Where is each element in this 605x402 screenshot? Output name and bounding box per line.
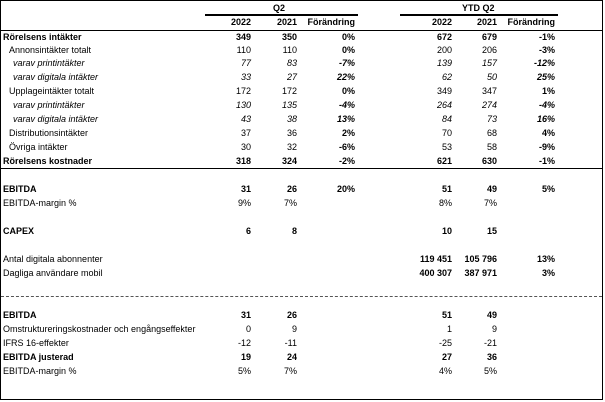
- row-value-q2-2021: 26: [286, 310, 297, 320]
- row-value-q2-change: -7%: [338, 58, 355, 68]
- row-value-q2-2022: 33: [240, 72, 251, 82]
- row-value-q2-2022: 31: [240, 310, 251, 320]
- row-value-q2-2022: 31: [240, 184, 251, 194]
- row-value-q2-2022: 77: [240, 58, 251, 68]
- row-value-ytd-2021: 7%: [483, 198, 497, 208]
- row-value-ytd-2021: 73: [486, 114, 497, 124]
- row-value-ytd-2022: 51: [441, 184, 452, 194]
- row-value-ytd-2022: 264: [436, 100, 452, 110]
- row-label: Omstruktureringskostnader och engångseffekter: [3, 324, 196, 334]
- q2-header-rule: [205, 14, 358, 16]
- ytd-col-2022-header: 2022: [431, 17, 452, 27]
- row-value-ytd-2021: 15: [486, 226, 497, 236]
- row-value-ytd-2021: 49: [486, 184, 497, 194]
- row-value-ytd-change: -12%: [533, 58, 555, 68]
- row-value-ytd-2021: 9: [491, 324, 497, 334]
- costs-rule: [1, 168, 602, 169]
- q2-header: Q2: [273, 3, 286, 13]
- row-value-q2-2021: 83: [286, 58, 297, 68]
- row-value-q2-change: -2%: [338, 156, 355, 166]
- row-value-ytd-2021: 347: [481, 86, 497, 96]
- row-label: Annonsintäkter totalt: [9, 45, 92, 55]
- row-value-ytd-2021: 49: [486, 310, 497, 320]
- row-label: EBITDA justerad: [3, 352, 74, 362]
- row-value-ytd-2021: 58: [486, 142, 497, 152]
- row-value-q2-2021: 172: [281, 86, 297, 96]
- row-value-q2-2022: 30: [240, 142, 251, 152]
- row-label: Dagliga användare mobil: [3, 268, 103, 278]
- row-value-q2-change: 2%: [341, 128, 355, 138]
- row-value-q2-2021: 24: [286, 352, 297, 362]
- row-value-ytd-2022: 400 307: [419, 268, 452, 278]
- row-value-ytd-2022: 70: [441, 128, 452, 138]
- row-label: EBITDA-margin %: [3, 366, 77, 376]
- row-value-q2-2022: 318: [235, 156, 251, 166]
- ytd-header: YTD Q2: [462, 3, 495, 13]
- row-value-q2-2021: 350: [281, 32, 297, 42]
- row-value-ytd-2022: 349: [436, 86, 452, 96]
- row-value-q2-2021: 26: [286, 184, 297, 194]
- header-bottom-rule: [1, 30, 602, 31]
- row-label: Upplageintäkter totalt: [9, 86, 95, 96]
- row-value-q2-2022: 349: [235, 32, 251, 42]
- row-value-ytd-2021: 630: [481, 156, 497, 166]
- row-value-ytd-2022: 10: [441, 226, 452, 236]
- row-value-ytd-2021: 274: [481, 100, 497, 110]
- row-value-ytd-change: -1%: [538, 32, 555, 42]
- row-value-q2-2021: 9: [291, 324, 297, 334]
- row-value-ytd-change: -3%: [538, 45, 555, 55]
- row-value-q2-2021: 27: [286, 72, 297, 82]
- row-value-q2-change: 22%: [336, 72, 355, 82]
- row-value-ytd-2022: 8%: [438, 198, 452, 208]
- row-label: varav printintäkter: [13, 100, 85, 110]
- row-value-q2-2021: 324: [281, 156, 297, 166]
- row-value-ytd-2021: 105 796: [464, 254, 497, 264]
- row-label: varav printintäkter: [13, 58, 85, 68]
- row-value-ytd-change: 1%: [541, 86, 555, 96]
- row-value-q2-2022: 6: [245, 226, 251, 236]
- row-value-ytd-change: 3%: [541, 268, 555, 278]
- row-value-q2-2022: 19: [240, 352, 251, 362]
- row-value-ytd-2021: 68: [486, 128, 497, 138]
- row-value-q2-2021: 38: [286, 114, 297, 124]
- row-value-ytd-2021: 157: [481, 58, 497, 68]
- row-value-ytd-2022: 84: [441, 114, 452, 124]
- row-value-q2-2021: 135: [281, 100, 297, 110]
- row-value-ytd-change: -4%: [538, 100, 555, 110]
- dashed-separator: [1, 296, 602, 297]
- row-value-q2-2021: 8: [291, 226, 297, 236]
- row-value-ytd-2021: 5%: [483, 366, 497, 376]
- row-value-ytd-2022: 27: [441, 352, 452, 362]
- row-label: varav digitala intäkter: [13, 72, 99, 82]
- row-value-ytd-2022: 139: [436, 58, 452, 68]
- row-value-q2-change: -4%: [338, 100, 355, 110]
- row-value-ytd-change: 16%: [536, 114, 555, 124]
- row-value-ytd-2022: 51: [441, 310, 452, 320]
- row-value-q2-2021: -11: [284, 338, 297, 348]
- row-value-q2-2022: 130: [235, 100, 251, 110]
- q2-col-2021-header: 2021: [276, 17, 297, 27]
- row-value-q2-2022: 43: [240, 114, 251, 124]
- row-value-ytd-2021: -21: [483, 338, 497, 348]
- row-value-ytd-2021: 206: [481, 45, 497, 55]
- row-value-q2-change: 20%: [336, 184, 355, 194]
- row-value-ytd-2021: 679: [481, 32, 497, 42]
- row-label: CAPEX: [3, 226, 35, 236]
- row-value-ytd-change: -9%: [538, 142, 555, 152]
- row-value-ytd-change: 4%: [541, 128, 555, 138]
- row-value-q2-2022: 5%: [237, 366, 251, 376]
- row-value-ytd-change: 5%: [541, 184, 555, 194]
- row-value-ytd-2022: 53: [441, 142, 452, 152]
- row-label: Övriga intäkter: [9, 142, 68, 152]
- q2-col-change-header: Förändring: [307, 17, 355, 27]
- row-value-q2-2021: 7%: [283, 198, 297, 208]
- row-value-ytd-2022: 4%: [438, 366, 452, 376]
- row-value-ytd-2021: 387 971: [464, 268, 497, 278]
- q2-col-2022-header: 2022: [230, 17, 251, 27]
- row-label: IFRS 16-effekter: [3, 338, 69, 348]
- row-value-q2-2021: 7%: [283, 366, 297, 376]
- row-value-ytd-2021: 50: [486, 72, 497, 82]
- row-label: varav digitala intäkter: [13, 114, 99, 124]
- row-value-q2-2021: 110: [282, 45, 297, 55]
- row-value-q2-2022: 110: [236, 45, 251, 55]
- row-value-q2-2022: 172: [235, 86, 251, 96]
- row-label: EBITDA: [3, 184, 37, 194]
- row-value-q2-change: 0%: [341, 86, 355, 96]
- row-value-q2-change: -6%: [338, 142, 355, 152]
- row-value-ytd-2021: 36: [486, 352, 497, 362]
- row-value-ytd-2022: 200: [436, 45, 452, 55]
- row-value-ytd-2022: 119 451: [419, 254, 452, 264]
- ytd-col-2021-header: 2021: [476, 17, 497, 27]
- row-value-q2-2021: 32: [286, 142, 297, 152]
- row-value-q2-change: 0%: [341, 32, 355, 42]
- row-value-ytd-change: 13%: [536, 254, 555, 264]
- ytd-header-rule: [400, 14, 558, 16]
- row-label: EBITDA-margin %: [3, 198, 77, 208]
- row-label: Antal digitala abonnenter: [3, 254, 103, 264]
- row-value-q2-2022: -12: [237, 338, 251, 348]
- row-value-q2-2022: 37: [240, 128, 251, 138]
- row-value-ytd-change: -1%: [538, 156, 555, 166]
- row-label: EBITDA: [3, 310, 37, 320]
- row-value-ytd-2022: 672: [436, 32, 452, 42]
- row-label: Rörelsens intäkter: [3, 32, 82, 42]
- row-value-q2-2022: 0: [245, 324, 251, 334]
- row-value-q2-2021: 36: [286, 128, 297, 138]
- row-value-ytd-2022: 621: [436, 156, 452, 166]
- row-value-ytd-2022: 62: [441, 72, 452, 82]
- ytd-col-change-header: Förändring: [507, 17, 555, 27]
- row-value-ytd-change: 25%: [536, 72, 555, 82]
- row-value-q2-change: 0%: [341, 45, 355, 55]
- row-value-ytd-2022: -25: [438, 338, 452, 348]
- row-value-q2-change: 13%: [336, 114, 355, 124]
- row-label: Distributionsintäkter: [9, 128, 89, 138]
- row-label: Rörelsens kostnader: [3, 156, 93, 166]
- row-value-ytd-2022: 1: [446, 324, 452, 334]
- row-value-q2-2022: 9%: [237, 198, 251, 208]
